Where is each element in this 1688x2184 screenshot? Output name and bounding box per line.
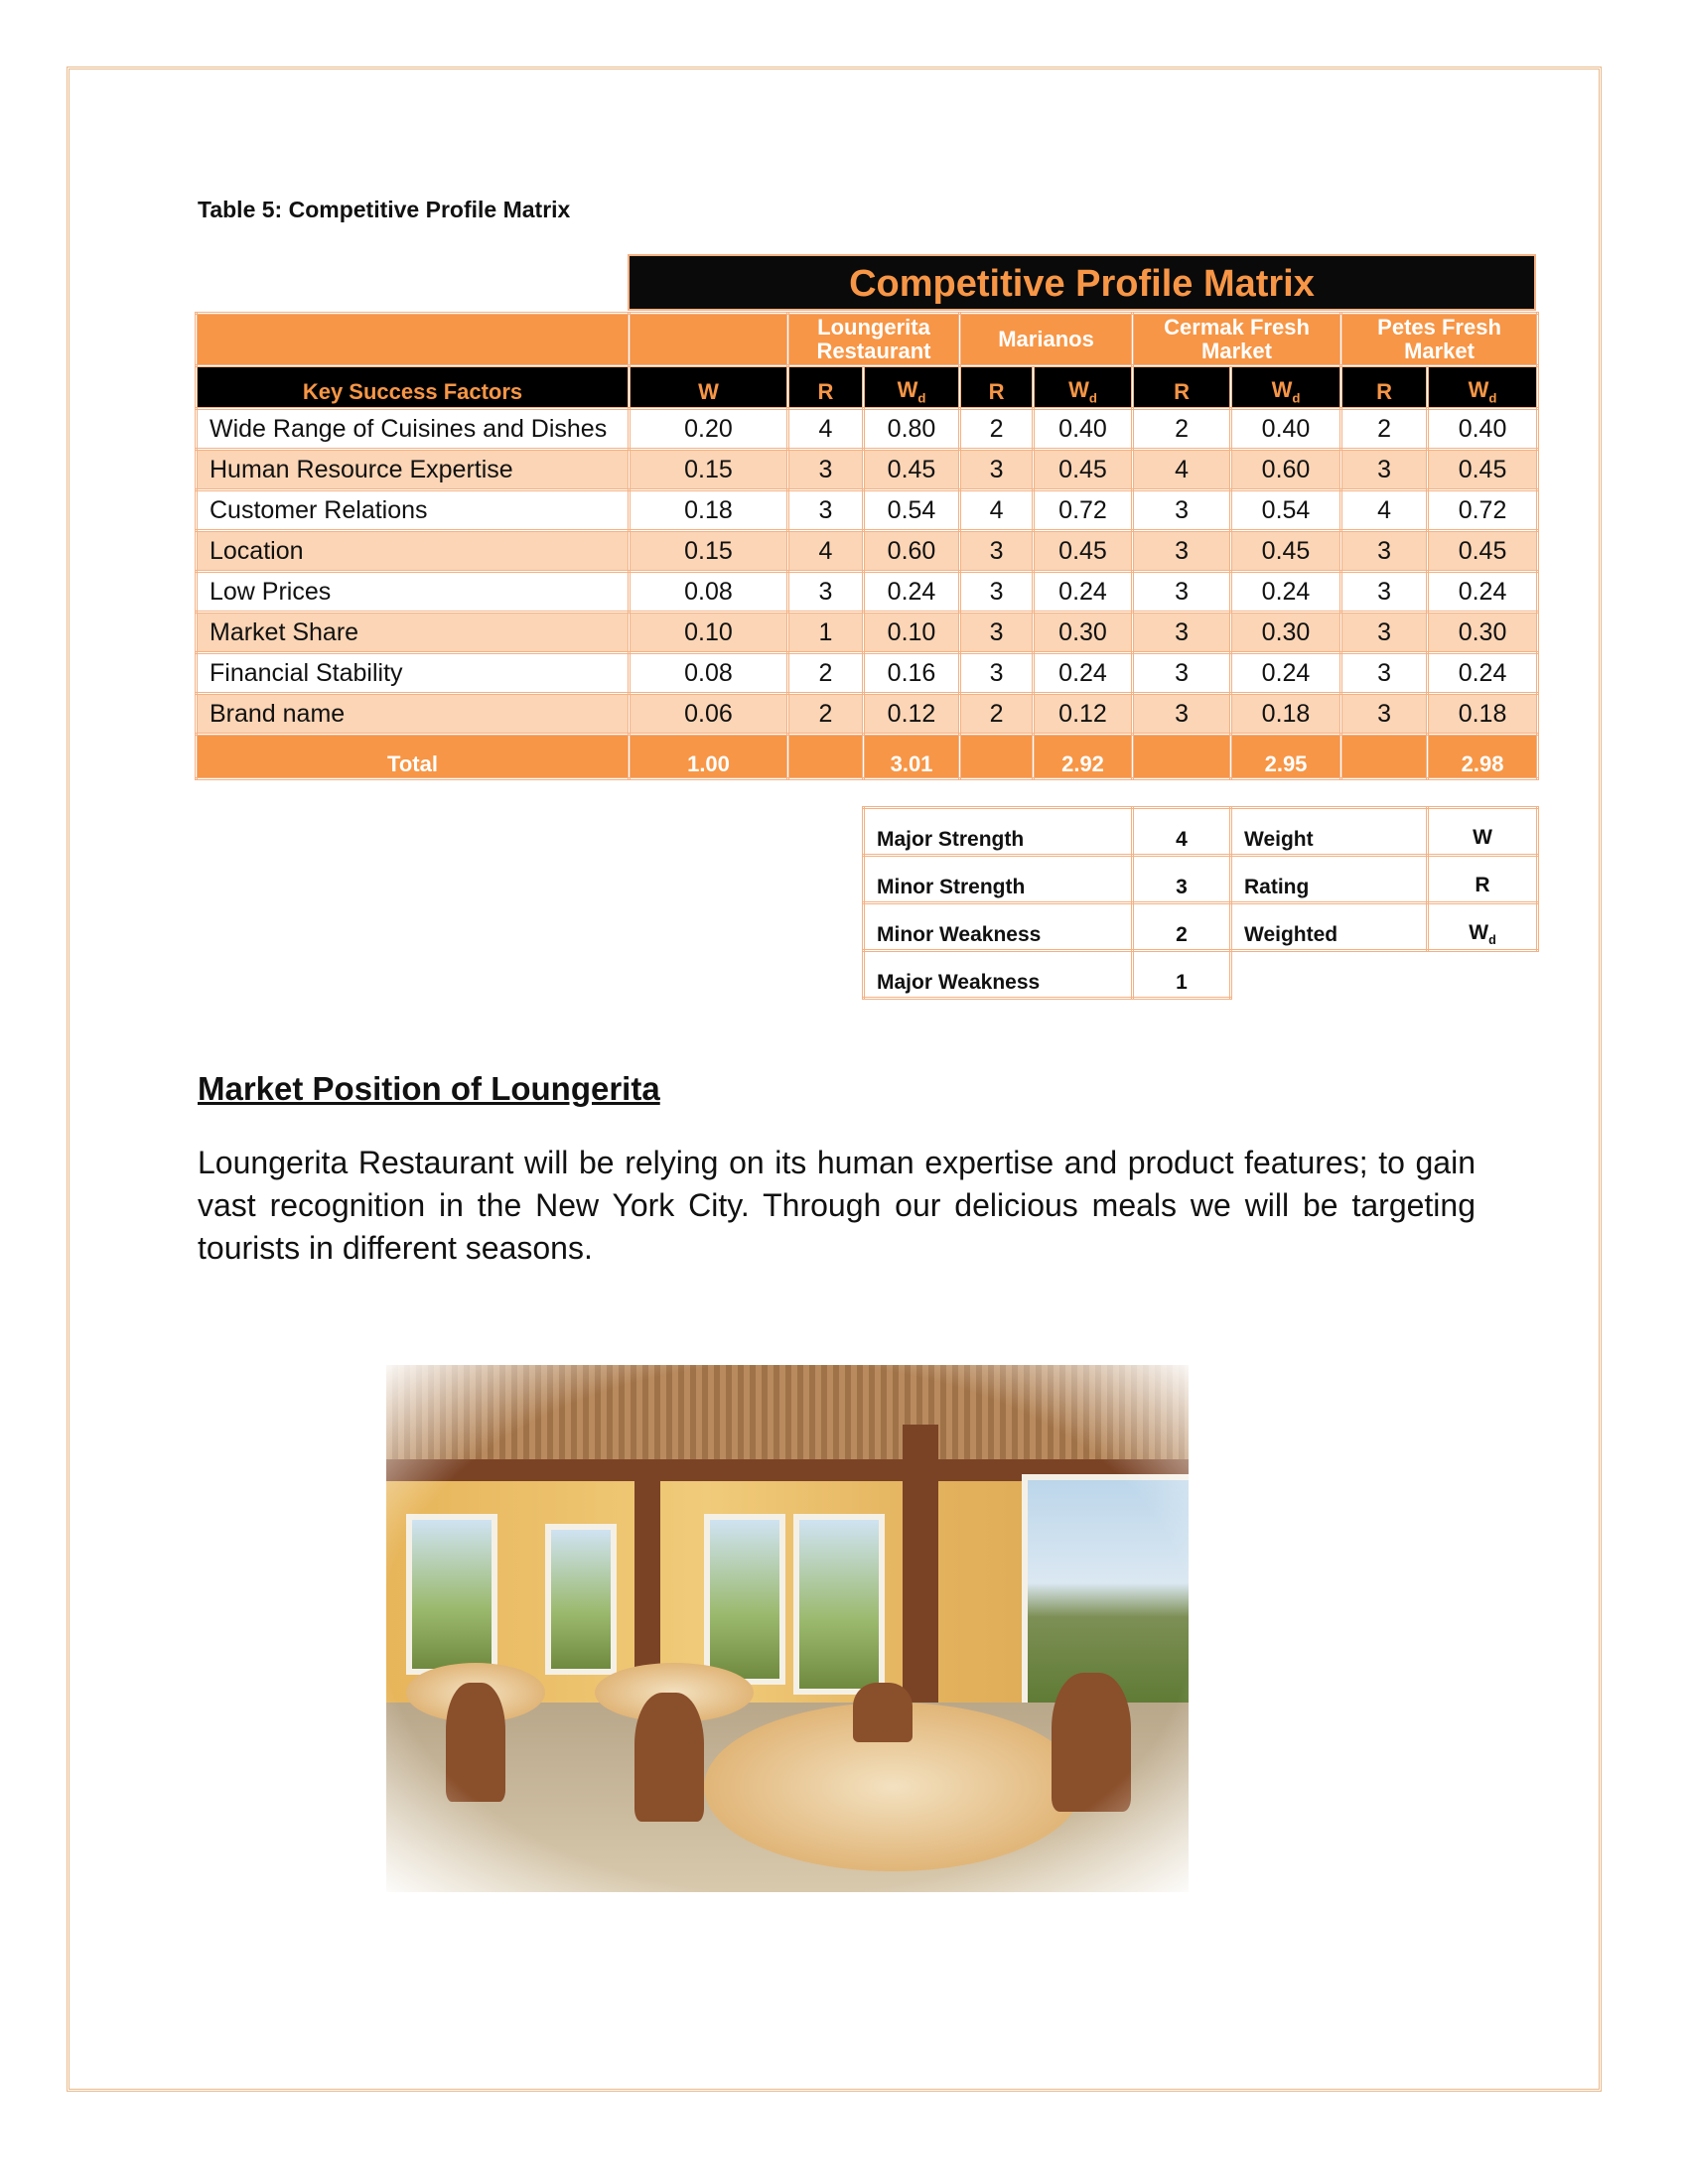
- legend-row: [864, 856, 1538, 903]
- table-row: [197, 613, 1538, 653]
- rating: 3: [788, 572, 864, 613]
- symbol-label: Weighted: [1231, 903, 1428, 951]
- competitive-profile-matrix: [195, 312, 1539, 780]
- wd-sub: d: [1488, 390, 1497, 405]
- weighted-score: 0.54: [864, 490, 960, 531]
- company-header-row: [197, 314, 1538, 366]
- rating: 4: [788, 409, 864, 450]
- table-row: [197, 531, 1538, 572]
- header-rating: R: [1341, 366, 1428, 409]
- empty-cell: [1428, 951, 1538, 999]
- rating: 4: [960, 490, 1034, 531]
- weighted-score: 0.60: [864, 531, 960, 572]
- rating: 3: [1133, 490, 1231, 531]
- weighted-score: 0.24: [864, 572, 960, 613]
- restaurant-photo: [386, 1365, 1189, 1892]
- weighted-score: 0.54: [1231, 490, 1341, 531]
- rating-value: 1: [1133, 951, 1231, 999]
- total-empty: [1341, 735, 1428, 779]
- rating: 3: [1341, 694, 1428, 735]
- symbol: [1428, 856, 1538, 903]
- wd-sub: d: [917, 390, 926, 405]
- section-heading: Market Position of Loungerita: [198, 1070, 660, 1107]
- weighted-score: 0.45: [1034, 450, 1133, 490]
- total-row: [197, 735, 1538, 779]
- factor-weight: 0.18: [630, 490, 788, 531]
- wd-sub: d: [1088, 390, 1097, 405]
- rating: 3: [1341, 531, 1428, 572]
- rating: 3: [960, 613, 1034, 653]
- rating: 4: [788, 531, 864, 572]
- company-header: Cermak Fresh Market: [1133, 314, 1341, 366]
- weighted-score: 0.24: [1428, 653, 1538, 694]
- symbol-main: W: [1469, 920, 1489, 944]
- weighted-score: 0.24: [1034, 572, 1133, 613]
- wd-main: W: [1271, 376, 1293, 402]
- rating: 4: [1341, 490, 1428, 531]
- factor-weight: 0.06: [630, 694, 788, 735]
- total-weighted-score: 2.95: [1231, 735, 1341, 779]
- rating-value: 3: [1133, 856, 1231, 903]
- company-header: Marianos: [960, 314, 1133, 366]
- company-header: Petes Fresh Market: [1341, 314, 1538, 366]
- table-row: [197, 653, 1538, 694]
- weighted-score: 0.45: [1231, 531, 1341, 572]
- factor-name: Wide Range of Cuisines and Dishes: [197, 409, 630, 450]
- table-row: [197, 490, 1538, 531]
- header-rating: R: [1133, 366, 1231, 409]
- symbol: [1428, 808, 1538, 856]
- header-weighted: [864, 366, 960, 409]
- symbol-label: Rating: [1231, 856, 1428, 903]
- total-empty: [788, 735, 864, 779]
- header-key-success-factors: Key Success Factors: [197, 366, 630, 409]
- table-row: [197, 450, 1538, 490]
- factor-name: Market Share: [197, 613, 630, 653]
- rating: 3: [1341, 450, 1428, 490]
- table-row: [197, 572, 1538, 613]
- rating: 3: [960, 572, 1034, 613]
- matrix-title: Competitive Profile Matrix: [628, 254, 1536, 311]
- table-caption: Table 5: Competitive Profile Matrix: [198, 197, 571, 222]
- weighted-score: 0.40: [1034, 409, 1133, 450]
- column-header-row: [197, 366, 1538, 409]
- table-row: [197, 409, 1538, 450]
- rating: 3: [1341, 572, 1428, 613]
- factor-name: Customer Relations: [197, 490, 630, 531]
- symbol-main: W: [1473, 825, 1492, 849]
- rating: 3: [960, 653, 1034, 694]
- factor-name: Human Resource Expertise: [197, 450, 630, 490]
- weighted-score: 0.24: [1231, 653, 1341, 694]
- weighted-score: 0.60: [1231, 450, 1341, 490]
- factor-weight: 0.15: [630, 531, 788, 572]
- rating: 2: [960, 409, 1034, 450]
- header-rating: R: [960, 366, 1034, 409]
- rating-label: Minor Weakness: [864, 903, 1133, 951]
- weighted-score: 0.16: [864, 653, 960, 694]
- total-empty: [1133, 735, 1231, 779]
- rating: 3: [1133, 531, 1231, 572]
- rating: 3: [1133, 572, 1231, 613]
- table-row: [197, 694, 1538, 735]
- rating: 3: [788, 450, 864, 490]
- company-header: Loungerita Restaurant: [788, 314, 960, 366]
- total-weighted-score: 2.92: [1034, 735, 1133, 779]
- weighted-score: 0.45: [864, 450, 960, 490]
- rating: 3: [1341, 613, 1428, 653]
- rating: 3: [1133, 694, 1231, 735]
- weighted-score: 0.80: [864, 409, 960, 450]
- factor-name: Financial Stability: [197, 653, 630, 694]
- empty-cell: [630, 314, 788, 366]
- weighted-score: 0.12: [864, 694, 960, 735]
- weighted-score: 0.72: [1428, 490, 1538, 531]
- rating: 2: [1133, 409, 1231, 450]
- wd-main: W: [1468, 376, 1489, 402]
- symbol-sub: d: [1488, 933, 1496, 947]
- header-weighted: [1034, 366, 1133, 409]
- wd-main: W: [897, 376, 918, 402]
- rating: 2: [960, 694, 1034, 735]
- weighted-score: 0.24: [1034, 653, 1133, 694]
- weighted-score: 0.24: [1231, 572, 1341, 613]
- factor-name: Low Prices: [197, 572, 630, 613]
- factor-weight: 0.10: [630, 613, 788, 653]
- weighted-score: 0.45: [1428, 531, 1538, 572]
- weighted-score: 0.45: [1428, 450, 1538, 490]
- total-empty: [960, 735, 1034, 779]
- total-weighted-score: 2.98: [1428, 735, 1538, 779]
- weighted-score: 0.18: [1231, 694, 1341, 735]
- factor-weight: 0.08: [630, 653, 788, 694]
- factor-name: Location: [197, 531, 630, 572]
- empty-cell: [1231, 951, 1428, 999]
- rating: 1: [788, 613, 864, 653]
- rating: 3: [788, 490, 864, 531]
- header-weight: W: [630, 366, 788, 409]
- symbol: [1428, 903, 1538, 951]
- rating: 3: [960, 450, 1034, 490]
- rating: 3: [1341, 653, 1428, 694]
- total-weighted-score: 3.01: [864, 735, 960, 779]
- rating: 2: [1341, 409, 1428, 450]
- factor-name: Brand name: [197, 694, 630, 735]
- rating-label: Minor Strength: [864, 856, 1133, 903]
- weighted-score: 0.40: [1231, 409, 1341, 450]
- total-weight: 1.00: [630, 735, 788, 779]
- rating: 3: [1133, 613, 1231, 653]
- rating-value: 4: [1133, 808, 1231, 856]
- weighted-score: 0.30: [1428, 613, 1538, 653]
- wd-sub: d: [1292, 390, 1301, 405]
- weighted-score: 0.24: [1428, 572, 1538, 613]
- header-rating: R: [788, 366, 864, 409]
- weighted-score: 0.30: [1034, 613, 1133, 653]
- weighted-score: 0.72: [1034, 490, 1133, 531]
- section-paragraph: Loungerita Restaurant will be relying on its human expertise and product features; to gain vast recognition in the New York City. Through our delicious meals we will be targeting tourists in different seasons.: [198, 1145, 1476, 1266]
- legend-row: [864, 951, 1538, 999]
- factor-weight: 0.20: [630, 409, 788, 450]
- rating: 4: [1133, 450, 1231, 490]
- rating-label: Major Weakness: [864, 951, 1133, 999]
- symbol-main: R: [1475, 873, 1490, 896]
- legend-row: [864, 903, 1538, 951]
- rating-label: Major Strength: [864, 808, 1133, 856]
- header-weighted: [1231, 366, 1341, 409]
- weighted-score: 0.30: [1231, 613, 1341, 653]
- empty-cell: [197, 314, 630, 366]
- weighted-score: 0.45: [1034, 531, 1133, 572]
- rating: 2: [788, 694, 864, 735]
- header-weighted: [1428, 366, 1538, 409]
- total-label: Total: [197, 735, 630, 779]
- weighted-score: 0.10: [864, 613, 960, 653]
- rating: 2: [788, 653, 864, 694]
- factor-weight: 0.08: [630, 572, 788, 613]
- rating: 3: [1133, 653, 1231, 694]
- symbol-label: Weight: [1231, 808, 1428, 856]
- factor-weight: 0.15: [630, 450, 788, 490]
- weighted-score: 0.18: [1428, 694, 1538, 735]
- rating-value: 2: [1133, 903, 1231, 951]
- legend-row: [864, 808, 1538, 856]
- legend-table: [862, 806, 1539, 1000]
- weighted-score: 0.40: [1428, 409, 1538, 450]
- weighted-score: 0.12: [1034, 694, 1133, 735]
- rating: 3: [960, 531, 1034, 572]
- wd-main: W: [1068, 376, 1089, 402]
